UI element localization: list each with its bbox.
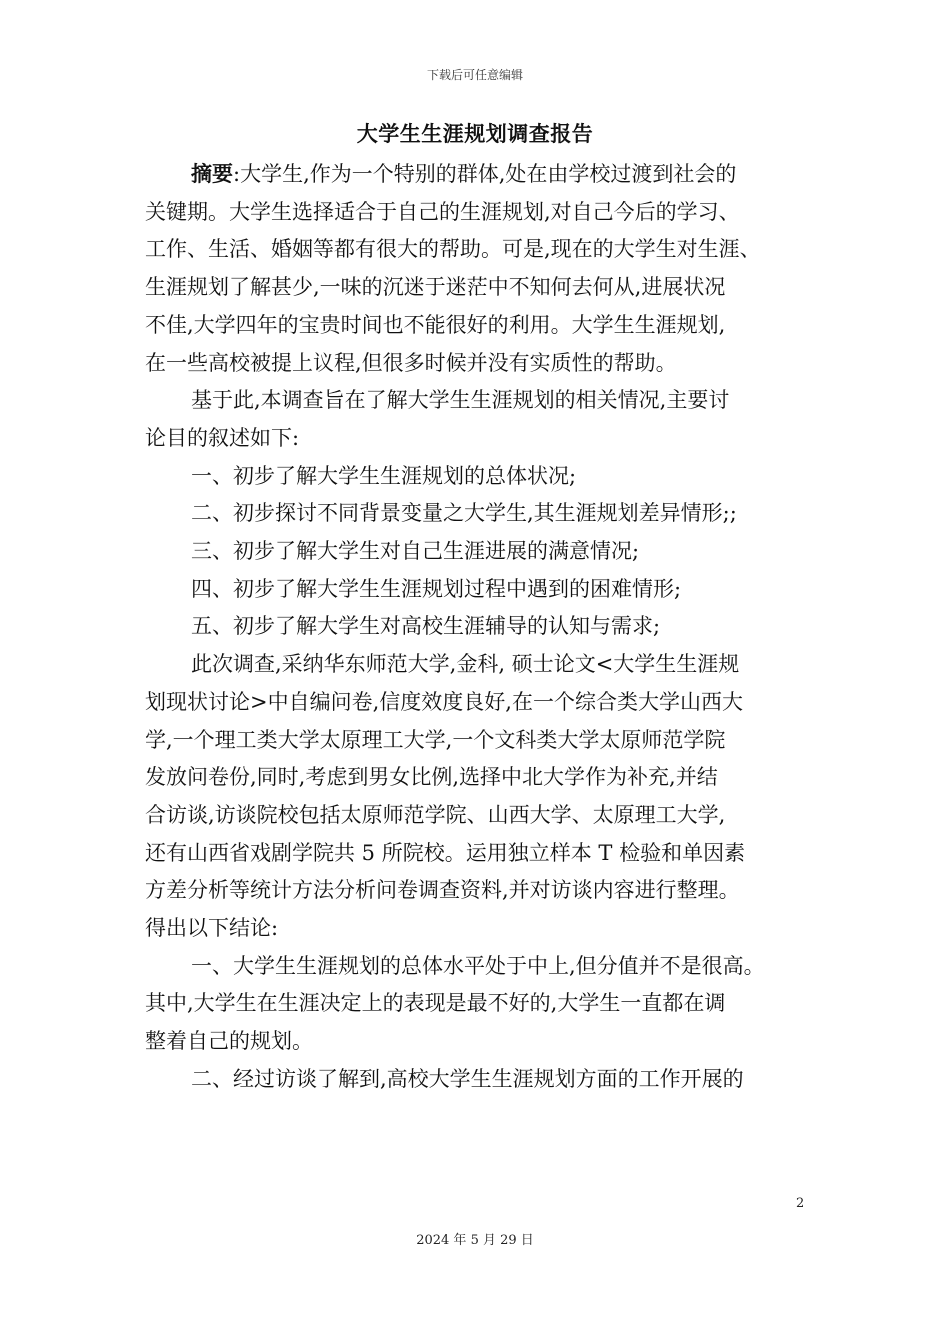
abstract-line: 工作、生活、婚姻等都有很大的帮助。可是,现在的大学生对生涯、 [145,237,761,262]
conclusion-line: 一、大学生生涯规划的总体水平处于中上,但分值并不是很高。 [191,953,765,978]
abstract-line: 生涯规划了解甚少,一味的沉迷于迷茫中不知何去何从,进展状况 [145,275,726,300]
conclusion-paragraph-2 [145,1061,825,1099]
conclusion-line: 其中,大学生在生涯决定上的表现是最不好的,大学生一直都在调 [145,991,726,1016]
method-line: 此次调查,采纳华东师范大学,金科, 硕士论文<大学生生涯规 [191,652,740,677]
method-line: 发放问卷份,同时,考虑到男女比例,选择中北大学作为补充,并结 [145,765,718,790]
page-footer-date: 2024 年 5 月 29 日 [416,1233,534,1248]
conclusion-paragraph-1 [145,948,825,1061]
method-line: 合访谈,访谈院校包括太原师范学院、山西大学、太原理工大学, [145,802,726,827]
page-number: 2 [796,1196,805,1211]
goal-item: 一、初步了解大学生生涯规划的总体状况; [191,463,577,488]
method-line: 方差分析等统计方法分析问卷调查资料,并对访谈内容进行整理。 [145,878,740,903]
goal-item: 三、初步了解大学生对自己生涯进展的满意情况; [191,539,640,564]
conclusion-line: 整着自己的规划。 [145,1029,313,1054]
purpose-line: 基于此,本调查旨在了解大学生生涯规划的相关情况,主要讨 [191,388,730,413]
document-body [145,155,825,1099]
abstract-paragraph [145,155,825,382]
goal-item: 二、初步探讨不同背景变量之大学生,其生涯规划差异情形;; [191,501,737,526]
abstract-label: 摘要 [191,161,233,186]
abstract-line-text: :大学生,作为一个特别的群体,处在由学校过渡到社会的 [233,162,737,186]
method-line: 还有山西省戏剧学院共 5 所院校。运用独立样本 T 检验和单因素 [145,840,746,865]
document-title: 大学生生涯规划调查报告 [356,121,594,146]
purpose-paragraph [145,382,825,457]
method-paragraph [145,646,825,948]
goal-item: 五、初步了解大学生对高校生涯辅导的认知与需求; [191,614,661,639]
conclusion-line: 二、经过访谈了解到,高校大学生生涯规划方面的工作开展的 [191,1066,744,1091]
method-line: 得出以下结论: [145,916,279,941]
abstract-line: 不佳,大学四年的宝贵时间也不能很好的利用。大学生生涯规划, [145,312,726,337]
method-line: 划现状讨论>中自编问卷,信度效度良好,在一个综合类大学山西大 [145,689,743,714]
purpose-line: 论目的叙述如下: [145,425,300,450]
abstract-line [145,155,825,194]
abstract-line: 关键期。大学生选择适合于自己的生涯规划,对自己今后的学习、 [145,199,740,224]
goal-item: 四、初步了解大学生生涯规划过程中遇到的困难情形; [191,576,682,601]
method-line: 学,一个理工类大学太原理工大学,一个文科类大学太原师范学院 [145,727,726,752]
abstract-line: 在一些高校被提上议程,但很多时候并没有实质性的帮助。 [145,350,677,375]
page-header: 下载后可任意编辑 [426,68,523,82]
goals-list [145,458,825,647]
